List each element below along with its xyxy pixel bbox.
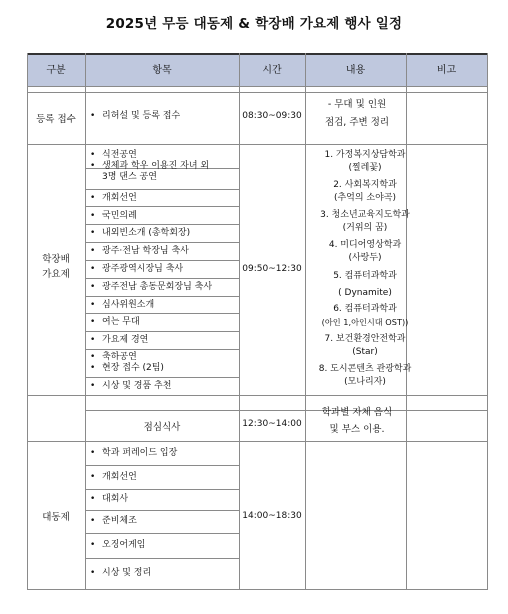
item-divider <box>85 377 239 378</box>
contestant-department: 5. 컴퓨터과학과 <box>333 271 397 281</box>
row-divider <box>27 395 488 396</box>
daedongje-item: • 준비체조 <box>90 516 137 526</box>
registration-time: 08:30~09:30 <box>242 111 302 121</box>
daedongje-category: 대동제 <box>42 512 70 523</box>
festival-item: • 생체과 학우 이용진 자녀 외 <box>90 161 210 171</box>
contestant-song: (Star) <box>352 347 378 357</box>
registration-category: 등록 접수 <box>36 114 76 125</box>
header-remarks: 비고 <box>436 65 457 76</box>
item-divider <box>85 510 239 511</box>
contestant-department: 1. 가정복지상담학과 <box>324 150 406 160</box>
header-divider <box>27 86 488 87</box>
festival-item: • 현장 접수 (2팀) <box>90 363 164 373</box>
contestant-song: (거위의 꿈) <box>342 223 388 233</box>
item-divider <box>85 349 239 350</box>
contestant-song: (아인 1,아인시대 OST)) <box>321 317 409 327</box>
contestant-department: 3. 청소년교육지도학과 <box>320 210 410 220</box>
contestant-department: 7. 보건환경안전학과 <box>324 334 406 344</box>
header-item: 항목 <box>152 65 172 76</box>
contestant-department: 8. 도시콘텐츠 관광학과 <box>318 364 412 374</box>
daedongje-item: • 시상 및 정리 <box>90 568 152 578</box>
daedongje-time: 14:00~18:30 <box>242 511 302 521</box>
item-divider <box>85 313 239 314</box>
item-divider <box>85 296 239 297</box>
column-divider <box>239 53 240 589</box>
registration-content-2: 점검, 주변 정리 <box>324 117 390 128</box>
daedongje-item: • 개회선언 <box>90 472 137 482</box>
header-time: 시간 <box>262 65 282 76</box>
item-divider <box>85 533 239 534</box>
festival-item: • 심사위원소개 <box>90 300 155 310</box>
contestant-song: ( Dynamite) <box>338 288 392 298</box>
festival-category-line-2: 가요제 <box>42 269 70 280</box>
festival-item: • 식전공연 <box>90 150 137 160</box>
header-category: 구분 <box>46 65 66 76</box>
lunch-time: 12:30~14:00 <box>242 419 302 429</box>
festival-item: • 가요제 경연 <box>90 335 149 345</box>
lunch-content-2: 및 부스 이용. <box>329 424 385 435</box>
item-divider <box>85 206 239 207</box>
lunch-item: 점심식사 <box>143 422 181 433</box>
item-divider <box>85 278 239 279</box>
item-divider <box>85 465 239 466</box>
daedongje-item: • 대회사 <box>90 494 129 504</box>
festival-item: • 광주광역시장님 축사 <box>90 264 184 274</box>
item-divider <box>85 331 239 332</box>
daedongje-item: • 학과 퍼레이드 입장 <box>90 448 178 458</box>
table-right-border <box>487 53 488 589</box>
registration-item: • 리허설 및 등록 접수 <box>90 111 181 121</box>
festival-category-line-1: 학장배 <box>42 254 70 265</box>
festival-item: • 내외빈소개 (총학회장) <box>90 228 191 238</box>
festival-item: • 개회선언 <box>90 193 137 203</box>
festival-item: • 광주전남 총동문회장님 축사 <box>90 282 213 292</box>
item-divider <box>85 242 239 243</box>
contestant-department: 6. 컴퓨터과학과 <box>333 304 397 314</box>
row-divider <box>85 410 488 411</box>
column-divider <box>85 53 86 589</box>
item-divider <box>85 224 239 225</box>
festival-item: • 시상 및 경품 추천 <box>90 381 172 391</box>
daedongje-item: • 오징어게임 <box>90 540 146 550</box>
contestant-song: (찔레꽃) <box>348 163 382 173</box>
item-divider <box>85 489 239 490</box>
festival-item: • 축하공연 <box>90 352 137 362</box>
item-divider <box>85 260 239 261</box>
contestant-song: (사랑두) <box>348 253 382 263</box>
header-divider-inner <box>27 92 488 93</box>
lunch-content-1: 학과별 자체 음식 <box>321 407 393 418</box>
registration-content-1: - 무대 및 인원 <box>327 99 387 110</box>
festival-item: • 광주·전남 학장님 축사 <box>90 246 189 256</box>
item-divider <box>85 558 239 559</box>
contestant-song: (추억의 소야곡) <box>333 193 397 203</box>
festival-item-continued: 3명 댄스 공연 <box>102 172 157 182</box>
contestant-department: 4. 미디어영상학과 <box>328 240 402 250</box>
contestant-department: 2. 사회복지학과 <box>333 180 397 190</box>
festival-category <box>27 252 85 282</box>
contestant-song: (모나리자) <box>344 377 386 387</box>
festival-item: • 여는 무대 <box>90 317 140 327</box>
header-content: 내용 <box>345 65 366 76</box>
item-divider <box>85 189 239 190</box>
row-divider <box>27 144 488 145</box>
festival-time: 09:50~12:30 <box>242 264 302 274</box>
row-divider <box>27 441 488 442</box>
festival-item: • 국민의례 <box>90 211 137 221</box>
table-bottom-border <box>27 589 488 590</box>
page-title: 2025년 무등 대동제 & 학장배 가요제 행사 일정 <box>105 16 403 32</box>
